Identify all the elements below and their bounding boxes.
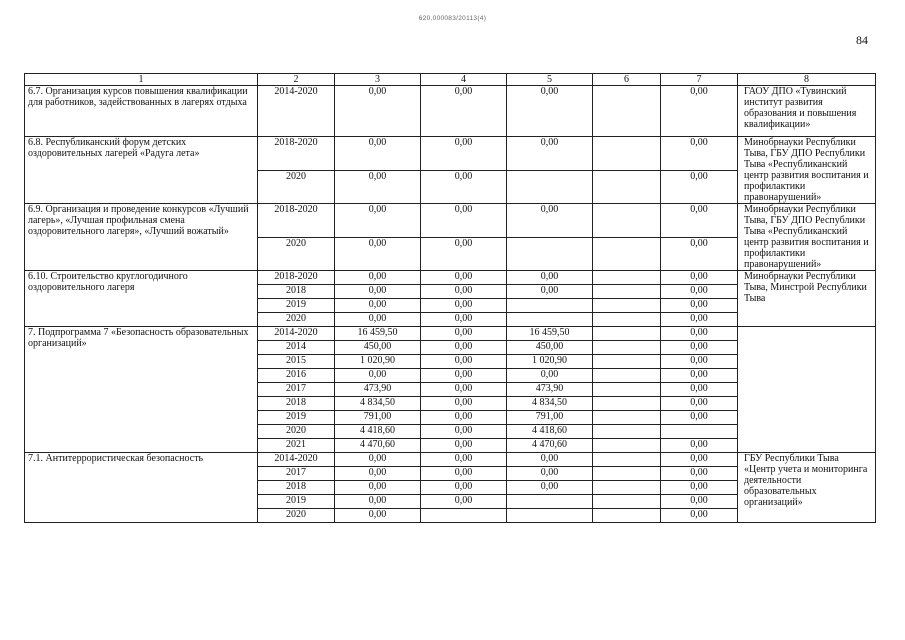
period-cell: 2019 bbox=[258, 299, 335, 313]
amount-cell: 0,00 bbox=[335, 86, 421, 137]
amount-cell bbox=[593, 411, 661, 425]
amount-cell: 0,00 bbox=[421, 204, 507, 238]
amount-cell: 0,00 bbox=[661, 327, 738, 341]
amount-cell: 0,00 bbox=[421, 86, 507, 137]
amount-cell: 1 020,90 bbox=[507, 355, 593, 369]
measure-name: 7.1. Антитеррористическая безопасность bbox=[25, 453, 258, 523]
amount-cell: 473,90 bbox=[507, 383, 593, 397]
amount-cell bbox=[593, 313, 661, 327]
amount-cell: 0,00 bbox=[421, 299, 507, 313]
amount-cell: 0,00 bbox=[661, 439, 738, 453]
amount-cell: 0,00 bbox=[661, 237, 738, 271]
table-row bbox=[25, 327, 876, 341]
amount-cell: 1 020,90 bbox=[335, 355, 421, 369]
amount-cell: 0,00 bbox=[421, 341, 507, 355]
amount-cell: 0,00 bbox=[507, 137, 593, 171]
amount-cell: 0,00 bbox=[421, 411, 507, 425]
measure-name: 6.10. Строительство круглогодичного оздоровительного лагеря bbox=[25, 271, 258, 327]
amount-cell: 0,00 bbox=[421, 170, 507, 204]
amount-cell: 0,00 bbox=[421, 285, 507, 299]
amount-cell bbox=[593, 341, 661, 355]
amount-cell: 0,00 bbox=[421, 439, 507, 453]
period-cell: 2020 bbox=[258, 313, 335, 327]
amount-cell: 0,00 bbox=[661, 495, 738, 509]
amount-cell: 0,00 bbox=[661, 271, 738, 285]
amount-cell: 4 834,50 bbox=[335, 397, 421, 411]
amount-cell: 0,00 bbox=[661, 355, 738, 369]
executor-cell: Минобрнауки Республики Тыва, ГБУ ДПО Республики Тыва «Республиканский центр развития воспитания и профилактики правонарушений» bbox=[738, 204, 876, 271]
amount-cell: 0,00 bbox=[507, 467, 593, 481]
amount-cell: 0,00 bbox=[507, 271, 593, 285]
amount-cell: 0,00 bbox=[421, 327, 507, 341]
amount-cell bbox=[421, 509, 507, 523]
amount-cell: 0,00 bbox=[421, 453, 507, 467]
executor-cell: ГАОУ ДПО «Тувинский институт развития образования и повышения квалификации» bbox=[738, 86, 876, 137]
amount-cell: 0,00 bbox=[507, 453, 593, 467]
amount-cell: 0,00 bbox=[661, 285, 738, 299]
amount-cell bbox=[593, 137, 661, 171]
period-cell: 2018-2020 bbox=[258, 137, 335, 171]
column-header: 7 bbox=[661, 74, 738, 86]
period-cell: 2015 bbox=[258, 355, 335, 369]
amount-cell: 0,00 bbox=[421, 355, 507, 369]
measure-name: 6.7. Организация курсов повышения квалификации для работников, задействованных в лагерях отдыха bbox=[25, 86, 258, 137]
column-header: 4 bbox=[421, 74, 507, 86]
period-cell: 2020 bbox=[258, 425, 335, 439]
amount-cell bbox=[593, 509, 661, 523]
table-header-row bbox=[25, 74, 876, 86]
amount-cell: 4 470,60 bbox=[507, 439, 593, 453]
period-cell: 2019 bbox=[258, 495, 335, 509]
amount-cell: 0,00 bbox=[335, 509, 421, 523]
column-header: 8 bbox=[738, 74, 876, 86]
period-cell: 2017 bbox=[258, 467, 335, 481]
amount-cell: 0,00 bbox=[661, 204, 738, 238]
amount-cell: 0,00 bbox=[661, 509, 738, 523]
amount-cell: 0,00 bbox=[507, 481, 593, 495]
amount-cell bbox=[507, 495, 593, 509]
amount-cell bbox=[593, 397, 661, 411]
amount-cell: 0,00 bbox=[661, 481, 738, 495]
table-row bbox=[25, 137, 876, 171]
amount-cell bbox=[593, 425, 661, 439]
amount-cell: 4 834,50 bbox=[507, 397, 593, 411]
executor-cell: ГБУ Республики Тыва «Центр учета и мониторинга деятельности образовательных организаций» bbox=[738, 453, 876, 523]
amount-cell: 0,00 bbox=[661, 341, 738, 355]
period-cell: 2020 bbox=[258, 170, 335, 204]
amount-cell: 0,00 bbox=[661, 369, 738, 383]
executor-cell: Минобрнауки Республики Тыва, Минстрой Республики Тыва bbox=[738, 271, 876, 327]
amount-cell: 791,00 bbox=[335, 411, 421, 425]
amount-cell bbox=[593, 495, 661, 509]
amount-cell: 0,00 bbox=[661, 137, 738, 171]
period-cell: 2018-2020 bbox=[258, 271, 335, 285]
amount-cell bbox=[507, 299, 593, 313]
amount-cell: 450,00 bbox=[335, 341, 421, 355]
column-header: 6 bbox=[593, 74, 661, 86]
period-cell: 2018 bbox=[258, 481, 335, 495]
page-number: 84 bbox=[856, 33, 868, 47]
amount-cell: 0,00 bbox=[421, 495, 507, 509]
amount-cell: 0,00 bbox=[661, 397, 738, 411]
amount-cell bbox=[593, 285, 661, 299]
column-header: 2 bbox=[258, 74, 335, 86]
period-cell: 2014-2020 bbox=[258, 453, 335, 467]
amount-cell bbox=[507, 509, 593, 523]
executor-cell: Минобрнауки Республики Тыва, ГБУ ДПО Республики Тыва «Республиканский центр развития воспитания и профилактики правонарушений» bbox=[738, 137, 876, 204]
amount-cell bbox=[507, 170, 593, 204]
amount-cell: 0,00 bbox=[421, 383, 507, 397]
amount-cell: 0,00 bbox=[335, 237, 421, 271]
document-id: 620.000083/20113(4) bbox=[418, 15, 487, 22]
period-cell: 2018-2020 bbox=[258, 204, 335, 238]
table-row bbox=[25, 271, 876, 285]
amount-cell: 0,00 bbox=[335, 453, 421, 467]
amount-cell: 0,00 bbox=[335, 271, 421, 285]
period-cell: 2014 bbox=[258, 341, 335, 355]
amount-cell: 0,00 bbox=[661, 467, 738, 481]
amount-cell: 0,00 bbox=[661, 453, 738, 467]
amount-cell: 0,00 bbox=[507, 369, 593, 383]
amount-cell: 4 418,60 bbox=[335, 425, 421, 439]
amount-cell bbox=[593, 439, 661, 453]
amount-cell: 0,00 bbox=[335, 467, 421, 481]
amount-cell: 791,00 bbox=[507, 411, 593, 425]
measure-name: 6.8. Республиканский форум детских оздоровительных лагерей «Радуга лета» bbox=[25, 137, 258, 204]
amount-cell: 0,00 bbox=[421, 271, 507, 285]
period-cell: 2018 bbox=[258, 285, 335, 299]
period-cell: 2020 bbox=[258, 509, 335, 523]
amount-cell: 0,00 bbox=[335, 137, 421, 171]
amount-cell bbox=[593, 355, 661, 369]
period-cell: 2018 bbox=[258, 397, 335, 411]
measure-name: 6.9. Организация и проведение конкурсов «Лучший лагерь», «Лучшая профильная смена оздоровительного лагеря», «Лучший вожатый» bbox=[25, 204, 258, 271]
period-cell: 2020 bbox=[258, 237, 335, 271]
amount-cell bbox=[593, 204, 661, 238]
amount-cell: 0,00 bbox=[421, 137, 507, 171]
period-cell: 2017 bbox=[258, 383, 335, 397]
amount-cell: 0,00 bbox=[507, 204, 593, 238]
amount-cell: 0,00 bbox=[661, 170, 738, 204]
amount-cell bbox=[593, 481, 661, 495]
period-cell: 2014-2020 bbox=[258, 86, 335, 137]
amount-cell bbox=[593, 237, 661, 271]
measure-name: 7. Подпрограмма 7 «Безопасность образовательных организаций» bbox=[25, 327, 258, 453]
amount-cell: 0,00 bbox=[507, 285, 593, 299]
amount-cell: 0,00 bbox=[335, 170, 421, 204]
amount-cell: 0,00 bbox=[507, 86, 593, 137]
column-header: 3 bbox=[335, 74, 421, 86]
amount-cell: 0,00 bbox=[335, 481, 421, 495]
table-row bbox=[25, 453, 876, 467]
amount-cell bbox=[593, 369, 661, 383]
amount-cell bbox=[593, 327, 661, 341]
period-cell: 2016 bbox=[258, 369, 335, 383]
amount-cell: 0,00 bbox=[335, 204, 421, 238]
amount-cell bbox=[593, 383, 661, 397]
amount-cell: 0,00 bbox=[421, 397, 507, 411]
amount-cell: 4 418,60 bbox=[507, 425, 593, 439]
period-cell: 2021 bbox=[258, 439, 335, 453]
amount-cell: 0,00 bbox=[335, 299, 421, 313]
amount-cell bbox=[507, 313, 593, 327]
amount-cell: 0,00 bbox=[421, 425, 507, 439]
amount-cell: 0,00 bbox=[661, 411, 738, 425]
amount-cell bbox=[661, 425, 738, 439]
funding-table bbox=[24, 73, 876, 523]
amount-cell: 0,00 bbox=[335, 369, 421, 383]
amount-cell bbox=[593, 299, 661, 313]
amount-cell: 0,00 bbox=[661, 299, 738, 313]
table-row bbox=[25, 204, 876, 238]
amount-cell bbox=[593, 86, 661, 137]
amount-cell: 16 459,50 bbox=[335, 327, 421, 341]
amount-cell bbox=[507, 237, 593, 271]
amount-cell: 0,00 bbox=[335, 285, 421, 299]
amount-cell: 0,00 bbox=[335, 495, 421, 509]
amount-cell: 16 459,50 bbox=[507, 327, 593, 341]
amount-cell: 0,00 bbox=[421, 237, 507, 271]
amount-cell: 0,00 bbox=[421, 369, 507, 383]
column-header: 5 bbox=[507, 74, 593, 86]
amount-cell bbox=[593, 170, 661, 204]
amount-cell: 0,00 bbox=[335, 313, 421, 327]
amount-cell: 0,00 bbox=[661, 86, 738, 137]
amount-cell bbox=[593, 453, 661, 467]
amount-cell: 4 470,60 bbox=[335, 439, 421, 453]
amount-cell bbox=[593, 467, 661, 481]
executor-cell bbox=[738, 327, 876, 453]
amount-cell: 450,00 bbox=[507, 341, 593, 355]
amount-cell: 0,00 bbox=[421, 313, 507, 327]
amount-cell: 473,90 bbox=[335, 383, 421, 397]
period-cell: 2019 bbox=[258, 411, 335, 425]
amount-cell: 0,00 bbox=[661, 383, 738, 397]
amount-cell: 0,00 bbox=[421, 481, 507, 495]
table-row bbox=[25, 86, 876, 137]
column-header: 1 bbox=[25, 74, 258, 86]
amount-cell: 0,00 bbox=[421, 467, 507, 481]
amount-cell bbox=[593, 271, 661, 285]
amount-cell: 0,00 bbox=[661, 313, 738, 327]
period-cell: 2014-2020 bbox=[258, 327, 335, 341]
